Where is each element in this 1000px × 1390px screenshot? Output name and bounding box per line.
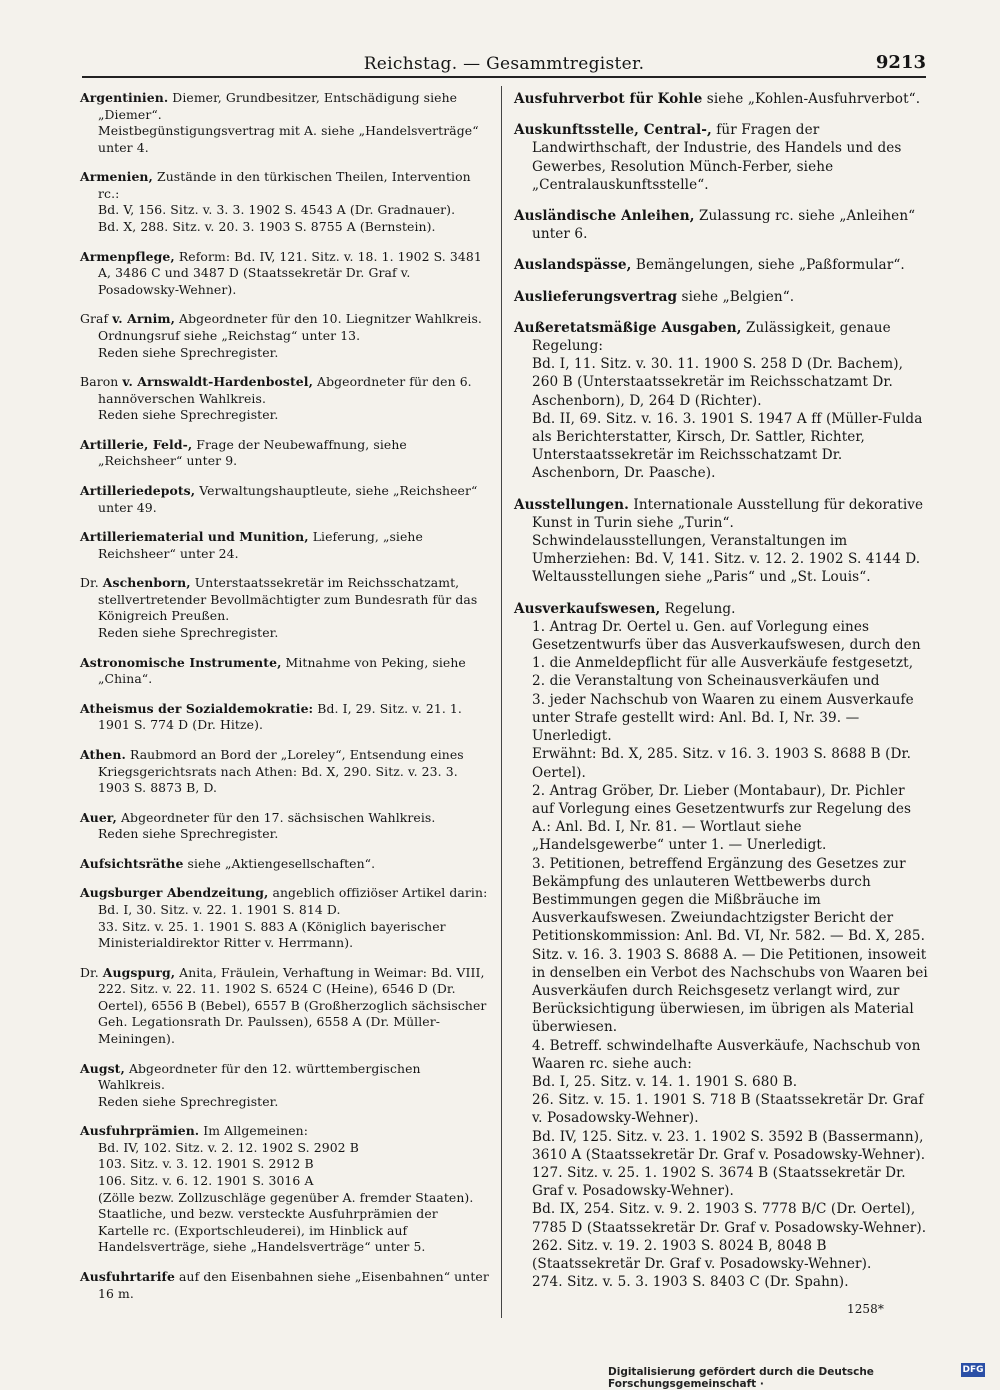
entry-first-line <box>80 810 490 827</box>
register-entry <box>80 856 490 873</box>
entry-first-line <box>80 655 490 688</box>
register-entry <box>80 810 490 843</box>
entry-text: auf den Eisenbahnen siehe „Eisenbahnen“ unter 16 m. <box>98 1268 489 1301</box>
entry-line: Reden siehe Sprechregister. <box>98 625 279 641</box>
entry-first-line <box>80 249 490 299</box>
entry-first-line <box>514 121 928 194</box>
register-entry <box>514 121 928 194</box>
entry-line: 274. Sitz. v. 5. 3. 1903 S. 8403 C (Dr. Spahn). <box>532 1274 849 1291</box>
entry-first-line <box>80 1061 490 1094</box>
funding-note: Digitalisierung gefördert durch die Deutsche Forschungsgemeinschaft · <box>608 1366 874 1390</box>
entry-text: Regelung. <box>664 600 736 617</box>
entry-text: Mitnahme von Peking, siehe „China“. <box>98 654 466 687</box>
entry-text: siehe „Aktiengesellschaften“. <box>187 855 376 871</box>
entry-text: siehe „Belgien“. <box>681 288 795 305</box>
entry-first-line <box>80 483 490 516</box>
register-entry <box>514 288 928 306</box>
entry-line: Bd. X, 288. Sitz. v. 20. 3. 1903 S. 8755 A (Bernstein). <box>98 219 436 235</box>
entry-first-line <box>514 207 928 243</box>
entry-first-line <box>80 1269 490 1302</box>
entry-line: 3. jeder Nachschub von Waaren zu einem Ausverkaufe unter Strafe gestellt wird: Anl. Bd. I, Nr. 39. — Unerledigt. <box>532 691 914 745</box>
entry-text: Abgeordneter für den 6. hannöverschen Wahlkreis. <box>98 374 472 406</box>
entry-text: Abgeordneter für den 12. württembergischen Wahlkreis. <box>98 1060 421 1093</box>
entry-text: Zulässigkeit, genaue Regelung: <box>532 319 891 355</box>
entry-line: Bd. IX, 254. Sitz. v. 9. 2. 1903 S. 7778 B/C (Dr. Oertel), 7785 D (Staatssekretär Dr. Graf v. Posadowsky-Wehner). <box>532 1201 927 1236</box>
entry-line: 2. die Veranstaltung von Scheinausverkäufen und <box>532 673 880 690</box>
entry-prefix: Baron <box>80 374 123 390</box>
register-entry <box>80 701 490 734</box>
left-column <box>80 90 490 1315</box>
entry-heading: Aschenborn, <box>102 575 191 591</box>
entry-line: Schwindelausstellungen, Veranstaltungen im Umherziehen: Bd. V, 141. Sitz. v. 12. 2. 1902 S. 4144 D. <box>532 533 921 568</box>
entry-first-line <box>514 90 928 108</box>
register-entry <box>80 1061 490 1111</box>
register-entry <box>80 965 490 1048</box>
entry-heading: Atheismus der Sozialdemokratie: <box>80 700 314 716</box>
entry-line: 33. Sitz. v. 25. 1. 1901 S. 883 A (Königlich bayerischer Ministerialdirektor Ritter v. Herrmann). <box>98 918 446 951</box>
register-entry <box>80 747 490 797</box>
entry-heading: Ausstellungen. <box>514 496 629 513</box>
entry-line: 4. Betreff. schwindelhafte Ausverkäufe, Nachschub von Waaren rc. siehe auch: <box>532 1037 921 1072</box>
entry-text: Bemängelungen, siehe „Paßformular“. <box>635 257 905 274</box>
running-title: Reichstag. — Gesammtregister. <box>363 54 645 74</box>
register-entry <box>80 885 490 951</box>
entry-line: Staatliche, und bezw. versteckte Ausfuhrprämien der Kartelle rc. (Exportschleuderei), im Hinblick auf Handelsverträge, siehe „Handelsverträge“ unter 5. <box>98 1206 438 1255</box>
entry-line: 1. Antrag Dr. Oertel u. Gen. auf Vorlegung eines Gesetzentwurfs über das Ausverkaufswesen, durch den <box>532 618 921 654</box>
entry-heading: Auslieferungsvertrag <box>514 288 678 305</box>
register-entry <box>80 1269 490 1302</box>
entry-line: Reden siehe Sprechregister. <box>98 826 279 842</box>
entry-line: Weltausstellungen siehe „Paris“ und „St. Louis“. <box>532 569 871 586</box>
entry-line: Bd. IV, 102. Sitz. v. 2. 12. 1902 S. 2902 B <box>98 1139 359 1155</box>
entry-text: Verwaltungshauptleute, siehe „Reichsheer“ unter 49. <box>98 482 478 515</box>
entry-heading: Augspurg, <box>102 964 176 980</box>
register-entry <box>514 319 928 483</box>
register-entry <box>80 575 490 641</box>
register-entry <box>80 529 490 562</box>
entry-line: 2. Antrag Gröber, Dr. Lieber (Montabaur), Dr. Pichler auf Vorlegung eines Gesetzentwurfs zur Regelung des A.: Anl. Bd. I, Nr. 81. — Wortlaut siehe „Handelsgewerbe“ unter 1. — Unerledigt. <box>532 782 912 854</box>
dfg-logo: DFG <box>962 1365 984 1375</box>
register-entry <box>514 496 928 587</box>
entry-line: Meistbegünstigungsvertrag mit A. siehe „Handelsverträge“ unter 4. <box>98 123 479 155</box>
entry-heading: Auslandspässe, <box>514 257 632 274</box>
entry-text: siehe „Kohlen-Ausfuhrverbot“. <box>706 91 921 107</box>
register-entry <box>80 1123 490 1256</box>
entry-text: Zulassung rc. siehe „Anleihen“ unter 6. <box>532 208 916 243</box>
entry-heading: Auskunftsstelle, Central-, <box>514 122 712 139</box>
entry-first-line <box>80 1123 490 1140</box>
entry-line: 262. Sitz. v. 19. 2. 1903 S. 8024 B, 8048 B (Staatssekretär Dr. Graf v. Posadowsky-Wehner). <box>532 1237 872 1272</box>
register-entry <box>80 90 490 156</box>
entry-text: Abgeordneter für den 10. Liegnitzer Wahlkreis. <box>179 311 482 327</box>
entry-first-line <box>80 747 490 797</box>
entry-first-line <box>80 437 490 470</box>
entry-heading: Armenpflege, <box>80 248 175 264</box>
entry-heading: Ausfuhrtarife <box>80 1268 175 1284</box>
entry-text: Bd. I, 29. Sitz. v. 21. 1. 1901 S. 774 D (Dr. Hitze). <box>98 700 462 733</box>
entry-text: für Fragen der Landwirthschaft, der Industrie, des Handels und des Gewerbes, Resolution Münch-Ferber, siehe „Centralauskunftsstelle“. <box>532 122 902 193</box>
entry-first-line <box>514 496 928 532</box>
page-number: 9213 <box>875 52 926 73</box>
entry-heading: Athen. <box>80 746 126 762</box>
entry-first-line <box>80 965 490 1048</box>
register-entry <box>514 256 928 274</box>
entry-text: Frage der Neubewaffnung, siehe „Reichsheer“ unter 9. <box>98 436 407 469</box>
entry-prefix: Dr. <box>80 575 103 591</box>
register-entry <box>80 437 490 470</box>
entry-text: Abgeordneter für den 17. sächsischen Wahlkreis. <box>121 809 436 825</box>
entry-first-line <box>80 169 490 202</box>
entry-line: Bd. I, 11. Sitz. v. 30. 11. 1900 S. 258 D (Dr. Bachem), 260 B (Unterstaatssekretär im Reichsschatzamt Dr. Aschenborn), D, 264 D (Richter). <box>532 356 904 409</box>
entry-text: Zustände in den türkischen Theilen, Intervention rc.: <box>98 169 471 201</box>
entry-line: Reden siehe Sprechregister. <box>98 407 279 423</box>
entry-line: 26. Sitz. v. 15. 1. 1901 S. 718 B (Staatssekretär Dr. Graf v. Posadowsky-Wehner). <box>532 1092 924 1127</box>
entry-heading: Außeretatsmäßige Ausgaben, <box>514 319 742 336</box>
entry-heading: Astronomische Instrumente, <box>80 654 282 670</box>
register-entry <box>80 169 490 235</box>
entry-heading: Ausverkaufswesen, <box>514 600 661 617</box>
entry-text: Reform: Bd. IV, 121. Sitz. v. 18. 1. 1902 S. 3481 A, 3486 C und 3487 D (Staatssekretär Dr. Graf v. Posadowsky-Wehner). <box>98 248 482 297</box>
entry-heading: Ausfuhrverbot für Kohle <box>514 91 703 107</box>
entry-text: Internationale Ausstellung für dekorative Kunst in Turin siehe „Turin“. <box>532 496 924 531</box>
entry-line: Ordnungsruf siehe „Reichstag“ unter 13. <box>98 327 361 343</box>
entry-first-line <box>80 311 490 328</box>
entry-line: 103. Sitz. v. 3. 12. 1901 S. 2912 B <box>98 1156 314 1172</box>
entry-first-line <box>80 374 490 407</box>
entry-heading: Armenien, <box>80 169 153 185</box>
entry-line: Bd. I, 25. Sitz. v. 14. 1. 1901 S. 680 B. <box>532 1073 798 1090</box>
register-entry <box>80 374 490 424</box>
entry-prefix: Dr. <box>80 964 103 980</box>
entry-line: Bd. V, 156. Sitz. v. 3. 3. 1902 S. 4543 A (Dr. Gradnauer). <box>98 202 456 218</box>
entry-text: Lieferung, „siehe Reichsheer“ unter 24. <box>98 529 423 561</box>
entry-heading: Artilleriematerial und Munition, <box>80 529 309 545</box>
entry-first-line <box>80 885 490 902</box>
entry-line: Reden siehe Sprechregister. <box>98 1093 279 1109</box>
entry-prefix: Graf <box>80 311 113 327</box>
entry-heading: v. Arnim, <box>112 311 175 327</box>
register-entry <box>514 600 928 1292</box>
entry-line: 3. Petitionen, betreffend Ergänzung des Gesetzes zur Bekämpfung des unlauteren Wettbewerbs durch Bestimmungen gegen die Mißbräuche im Ausverkaufswesen. Zweiundachtzigster Bericht der Petitionskommission: Anl. Bd. VI, Nr. 582. — Bd. X, 285. Sitz. v. 16. 3. 1903 S. 8688 A. — Die Petitionen, insoweit in denselben ein Verbot des Nachschubs von Waaren bei Ausverkäufen durch Reichsgesetz verlangt wird, zur Berücksichtigung überwiesen, im übrigen als Material überwiesen. <box>532 855 928 1036</box>
entry-line: 1. die Anmeldepflicht für alle Ausverkäufe festgesetzt, <box>532 655 914 672</box>
entry-text: angeblich offiziöser Artikel darin: <box>272 885 488 901</box>
entry-heading: Augsburger Abendzeitung, <box>80 885 269 901</box>
entry-line: (Zölle bezw. Zollzuschläge gegenüber A. fremder Staaten). <box>98 1189 474 1205</box>
register-entry <box>80 311 490 361</box>
entry-heading: Ausfuhrprämien. <box>80 1123 200 1139</box>
entry-first-line <box>514 288 928 306</box>
entry-line: 127. Sitz. v. 25. 1. 1902 S. 3674 B (Staatssekretär Dr. Graf v. Posadowsky-Wehner). <box>532 1164 906 1200</box>
entry-first-line <box>80 856 490 873</box>
entry-line: Erwähnt: Bd. X, 285. Sitz. v 16. 3. 1903 S. 8688 B (Dr. Oertel). <box>532 746 912 781</box>
entry-heading: Aufsichtsräthe <box>80 855 184 871</box>
entry-text: Diemer, Grundbesitzer, Entschädigung siehe „Diemer“. <box>98 90 458 122</box>
entry-first-line <box>514 319 928 355</box>
entry-line: Bd. IV, 125. Sitz. v. 23. 1. 1902 S. 3592 B (Bassermann), 3610 A (Staatssekretär Dr. Graf v. Posadowsky-Wehner). <box>532 1128 926 1163</box>
entry-first-line <box>80 90 490 123</box>
register-entry <box>514 90 928 108</box>
register-entry <box>514 207 928 243</box>
entry-heading: Artillerie, Feld-, <box>80 436 193 452</box>
entry-text: Anita, Fräulein, Verhaftung in Weimar: Bd. VIII, 222. Sitz. v. 22. 11. 1902 S. 6524 C (Heine), 6546 D (Dr. Oertel), 6556 B (Bebel), 6557 B (Großherzoglich sächsischer Geh. Legationsrath Dr. Paulssen), 6558 A (Dr. Müller-Meiningen). <box>98 964 487 1047</box>
entry-first-line <box>514 600 928 618</box>
entry-line: Bd. I, 30. Sitz. v. 22. 1. 1901 S. 814 D. <box>98 901 341 917</box>
register-entry <box>80 249 490 299</box>
signature-mark: 1258* <box>846 1302 884 1317</box>
entry-first-line <box>514 256 928 274</box>
entry-line: Reden siehe Sprechregister. <box>98 344 279 360</box>
entry-text: Unterstaatssekretär im Reichsschatzamt, stellvertretender Bevollmächtigter zum Bundesrath für das Königreich Preußen. <box>98 575 478 624</box>
entry-line: 106. Sitz. v. 6. 12. 1901 S. 3016 A <box>98 1173 314 1189</box>
column-divider <box>501 86 502 1318</box>
entry-first-line <box>80 701 490 734</box>
right-column <box>514 90 928 1319</box>
entry-text: Im Allgemeinen: <box>203 1123 308 1139</box>
entry-first-line <box>80 529 490 562</box>
entry-first-line <box>80 575 490 625</box>
entry-heading: Argentinien. <box>80 90 169 105</box>
register-entry <box>80 655 490 688</box>
page-header <box>82 52 926 78</box>
entry-text: Raubmord an Bord der „Loreley“, Entsendung eines Kriegsgerichtsrats nach Athen: Bd. X, 290. Sitz. v. 23. 3. 1903 S. 8873 B, D. <box>98 746 464 796</box>
entry-heading: Artilleriedepots, <box>80 482 196 498</box>
register-entry <box>80 483 490 516</box>
entry-line: Bd. II, 69. Sitz. v. 16. 3. 1901 S. 1947 A ff (Müller-Fulda als Berichterstatter, Kirsch, Dr. Sattler, Richter, Unterstaatssekretär im Reichsschatzamt Dr. Aschenborn, Dr. Paasche). <box>532 410 923 482</box>
entry-heading: Auer, <box>80 809 117 825</box>
entry-heading: Ausländische Anleihen, <box>514 208 695 225</box>
entry-heading: Augst, <box>80 1060 125 1076</box>
entry-heading: v. Arnswaldt-Hardenbostel, <box>122 374 313 390</box>
